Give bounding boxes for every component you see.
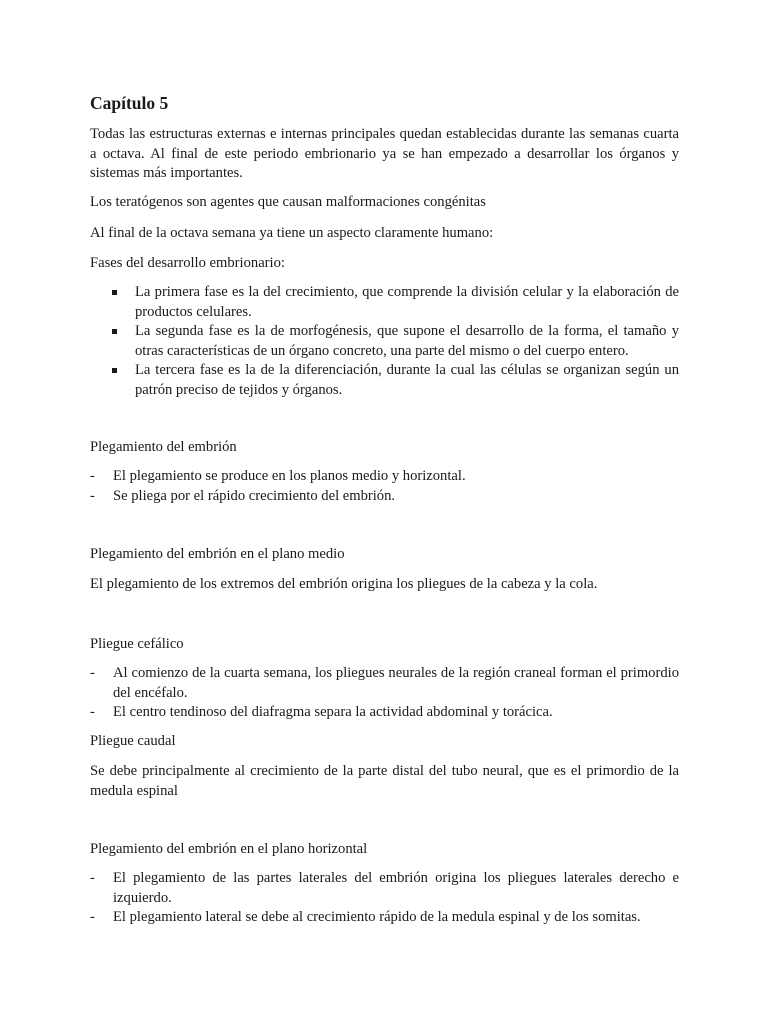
square-bullet-icon bbox=[112, 290, 117, 295]
intro-paragraph: Todas las estructuras externas e internas principales quedan establecidas durante las semanas cuarta a octava. Al final de este periodo embrionario ya se han empezado a desarrollar los órganos y sistemas más importantes. bbox=[90, 126, 679, 181]
dash-marker: - bbox=[90, 665, 95, 681]
horizontal-plane-list bbox=[90, 869, 679, 928]
folding-item-text: El plegamiento se produce en los planos medio y horizontal. bbox=[113, 468, 466, 484]
phase-item-text: La primera fase es la del crecimiento, que comprende la división celular y la elaboración de productos celulares. bbox=[135, 284, 679, 320]
caudal-fold-text: Se debe principalmente al crecimiento de la parte distal del tubo neural, que es el primordio de la medula espinal bbox=[90, 763, 679, 799]
cephalic-fold-item bbox=[90, 664, 679, 703]
horizontal-plane-item bbox=[90, 908, 679, 928]
horizontal-plane-item-text: El plegamiento de las partes laterales del embrión origina los pliegues laterales derecho e izquierdo. bbox=[113, 870, 679, 906]
median-plane-text: El plegamiento de los extremos del embrión origina los pliegues de la cabeza y la cola. bbox=[90, 576, 598, 592]
cephalic-fold-item bbox=[90, 703, 679, 723]
phase-item-text: La segunda fase es la de morfogénesis, que supone el desarrollo de la forma, el tamaño y otras características de un órgano concreto, una parte del mismo o del cuerpo entero. bbox=[135, 323, 679, 359]
dash-marker: - bbox=[90, 487, 95, 504]
phase-item-text: La tercera fase es la de la diferenciación, durante la cual las células se organizan según un patrón preciso de tejidos y órganos. bbox=[135, 362, 679, 398]
teratogens-paragraph: Los teratógenos son agentes que causan malformaciones congénitas bbox=[90, 194, 486, 210]
phase-item bbox=[90, 361, 679, 400]
dash-marker: - bbox=[90, 468, 95, 484]
human-aspect-paragraph: Al final de la octava semana ya tiene un aspecto claramente humano: bbox=[90, 225, 494, 241]
folding-item-text: Se pliega por el rápido crecimiento del embrión. bbox=[113, 487, 396, 504]
horizontal-plane-heading: Plegamiento del embrión en el plano horizontal bbox=[90, 841, 368, 857]
folding-heading: Plegamiento del embrión bbox=[90, 439, 237, 455]
folding-item bbox=[90, 487, 679, 507]
horizontal-plane-item-text: El plegamiento lateral se debe al crecimiento rápido de la medula espinal y de los somitas. bbox=[113, 909, 641, 925]
chapter-title: Capítulo 5 bbox=[90, 93, 169, 113]
cephalic-fold-list bbox=[90, 664, 679, 723]
dash-marker: - bbox=[90, 909, 95, 925]
cephalic-fold-item-text: Al comienzo de la cuarta semana, los pliegues neurales de la región craneal forman el primordio del encéfalo. bbox=[113, 665, 679, 701]
horizontal-plane-item bbox=[90, 869, 679, 908]
caudal-fold-heading: Pliegue caudal bbox=[90, 733, 176, 749]
phases-heading: Fases del desarrollo embrionario: bbox=[90, 255, 285, 271]
dash-marker: - bbox=[90, 704, 95, 720]
phase-item bbox=[90, 322, 679, 361]
folding-item bbox=[90, 467, 679, 487]
cephalic-fold-heading: Pliegue cefálico bbox=[90, 636, 184, 652]
cephalic-fold-item-text: El centro tendinoso del diafragma separa la actividad abdominal y torácica. bbox=[113, 704, 553, 720]
folding-list bbox=[90, 467, 679, 506]
dash-marker: - bbox=[90, 870, 95, 886]
square-bullet-icon bbox=[112, 368, 117, 373]
square-bullet-icon bbox=[112, 329, 117, 334]
phase-item bbox=[90, 283, 679, 322]
median-plane-heading: Plegamiento del embrión en el plano medio bbox=[90, 546, 345, 562]
phases-list bbox=[90, 283, 679, 400]
